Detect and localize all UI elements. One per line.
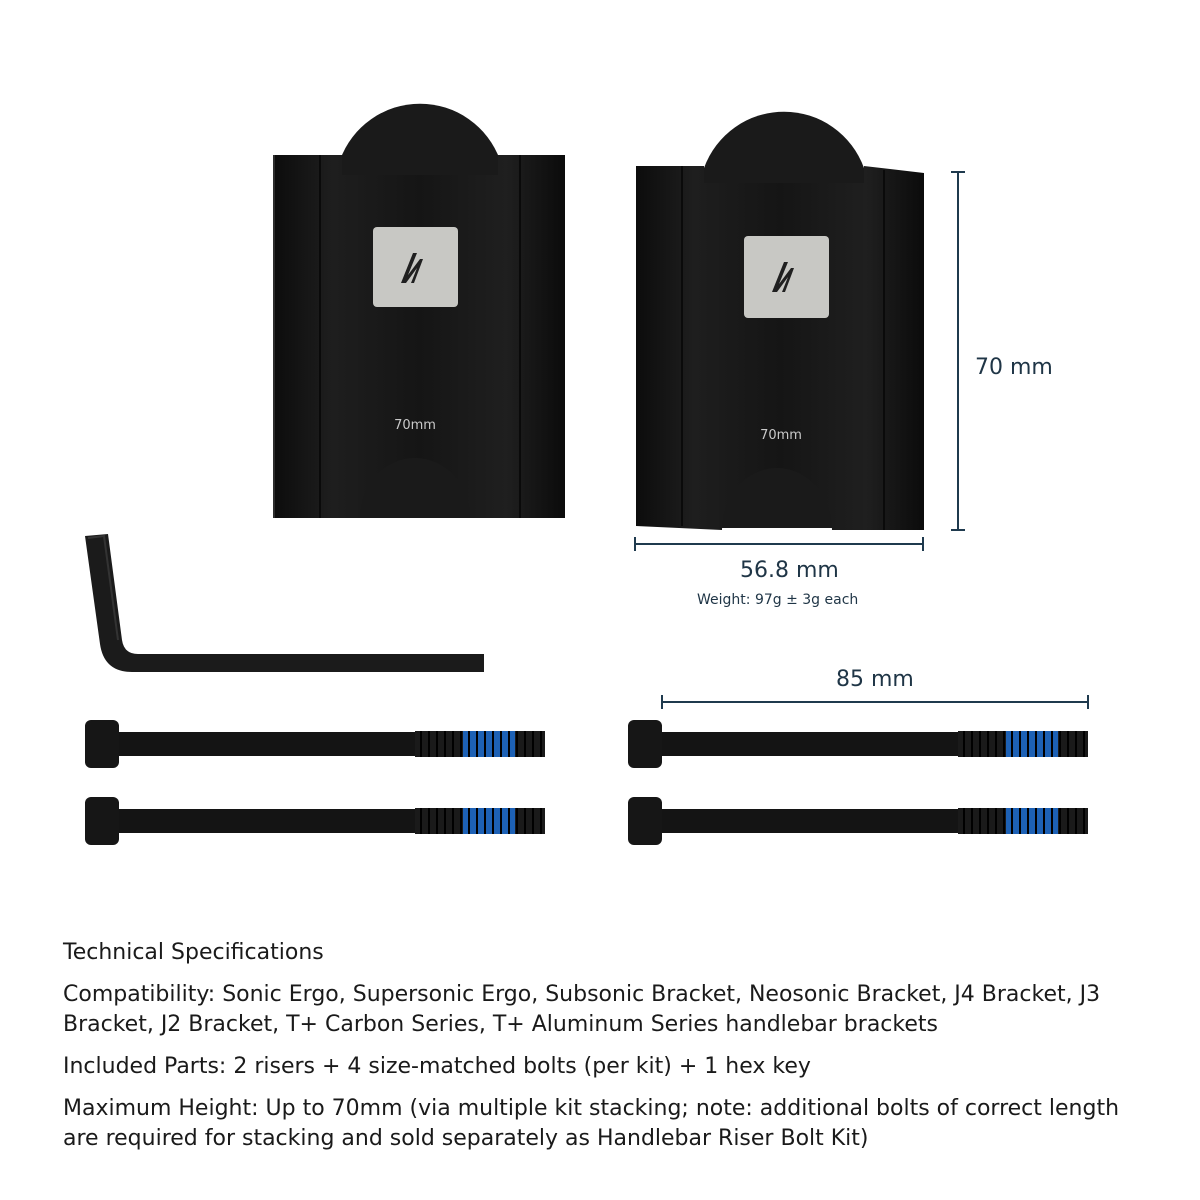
bolt-4 [628,795,1090,847]
riser-size-label-left: 70mm [394,418,436,433]
specs-heading: Technical Specifications [63,940,324,965]
height-dimension-label: 70 mm [975,355,1053,380]
hex-key [80,530,490,680]
bolt-2 [85,795,547,847]
bolt-1 [85,718,547,770]
weight-label: Weight: 97g ± 3g each [697,592,859,608]
height-dimension-line [950,170,966,532]
specs-maximum-height: Maximum Height: Up to 70mm (via multiple kit stacking; note: additional bolts of correct length are required for stacking and sold separately as Handlebar Riser Bolt Kit) [63,1096,1120,1151]
technical-specifications [63,938,1153,1166]
riser-size-label-right: 70mm [760,428,802,443]
handlebar-riser-left [270,75,570,525]
bolt-3 [628,718,1090,770]
handlebar-riser-right [632,78,932,533]
width-dimension-label: 56.8 mm [740,558,839,583]
specs-compatibility: Compatibility: Sonic Ergo, Supersonic Ergo, Subsonic Bracket, Neosonic Bracket, J4 Bracket, J3 Bracket, J2 Bracket, T+ Carbon Series, T+ Aluminum Series handlebar brackets [63,982,1101,1037]
bolt-length-label: 85 mm [836,667,914,692]
bolt-length-dimension-line [660,694,1090,710]
specs-included-parts: Included Parts: 2 risers + 4 size-matched bolts (per kit) + 1 hex key [63,1054,811,1079]
width-dimension-line [633,536,925,552]
